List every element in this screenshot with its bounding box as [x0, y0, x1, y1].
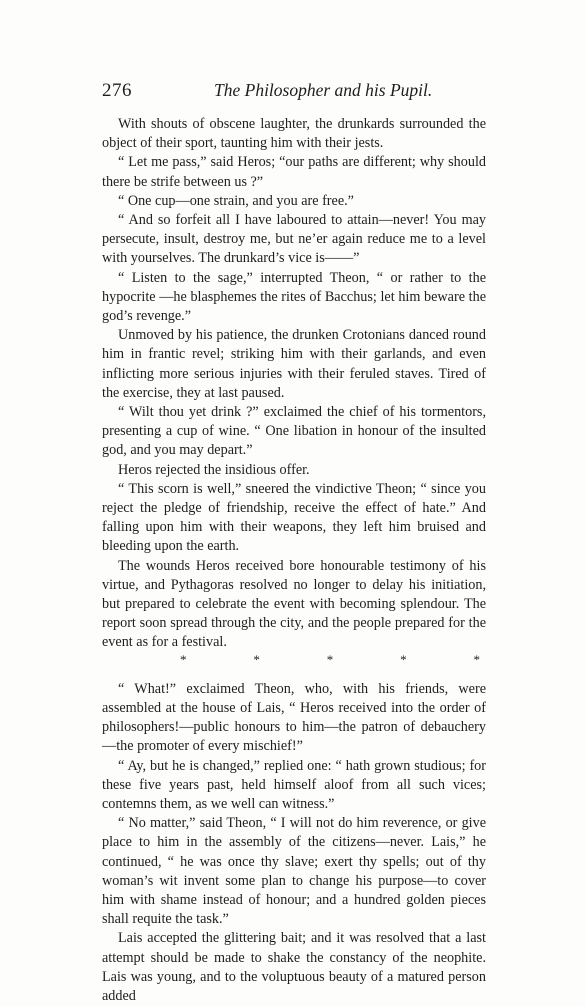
paragraph: “ Let me pass,” said Heros; “our paths are different; why should there be strife between us ?”	[102, 154, 486, 190]
section-separator	[102, 653, 486, 680]
paragraph: “ What!” exclaimed Theon, who, with his friends, were assembled at the house of Lais, “ Heros received into the order of philosophers!—public honours to him—the patron of debauchery—the promoter of every mischief!”	[102, 680, 486, 755]
page-header	[102, 80, 486, 104]
paragraph: Unmoved by his patience, the drunken Crotonians danced round him in frantic revel; striking him with their garlands, and even inflicting more serious injuries with their feruled staves. Tired of the exercise, they at last paused.	[102, 327, 486, 401]
paragraph: “ Listen to the sage,” interrupted Theon, “ or rather to the hypocrite —he blasphemes the rites of Bacchus; let him beware the god’s revenge.”	[102, 269, 486, 325]
separator-star: *	[253, 651, 260, 667]
paragraph: “ Wilt thou yet drink ?” exclaimed the chief of his tormentors, presenting a cup of wine. “ One libation in honour of the insulted god, and you may depart.”	[102, 404, 486, 459]
body-text	[102, 115, 486, 1006]
paragraph: Lais accepted the glittering bait; and it was resolved that a last attempt should be made to shake the constancy of the neophite. Lais was young, and to the voluptuous beauty of a matured person added	[102, 930, 486, 1004]
separator-star: *	[180, 651, 187, 667]
paragraph: “ This scorn is well,” sneered the vindictive Theon; “ since you reject the pledge of friendship, receive the effect of hate.” And falling upon him with their weapons, they left him bruised and bleeding upon the earth.	[102, 480, 486, 555]
paragraph: “ No matter,” said Theon, “ I will not do him reverence, or give place to him in the assembly of the citizens—never. Lais,” he continued, “ he was once thy slave; exert thy spells; out of thy woman’s wit invent some plan to change his purpose—to cover him with shame instead of honour; and a hundred golden pieces shall requite the task.”	[102, 815, 486, 928]
separator-star: *	[473, 651, 480, 667]
separator-star: *	[400, 651, 407, 667]
paragraph: Heros rejected the insidious offer.	[118, 461, 310, 478]
paragraph: The wounds Heros received bore honourable testimony of his virtue, and Pythagoras resolved no longer to delay his initiation, but prepared to celebrate the event with becoming splendour. The report soon spread through the city, and the people prepared for the event as for a festival.	[102, 557, 486, 651]
paragraph: With shouts of obscene laughter, the drunkards surrounded the object of their sport, taunting him with their jests.	[102, 116, 486, 152]
paragraph: “ And so forfeit all I have laboured to attain—never! You may persecute, insult, destroy me, but ne’er again reduce me to a level with yourselves. The drunkard’s vice is——”	[102, 212, 486, 267]
separator-star: *	[326, 651, 334, 667]
paragraph: “ One cup—one strain, and you are free.”	[118, 192, 354, 209]
paragraph: “ Ay, but he is changed,” replied one: “ hath grown studious; for these five years past, held himself aloof from all such vices; contemns them, as we well can witness.”	[102, 757, 486, 812]
page-number: 276	[102, 80, 132, 101]
running-title: The Philosopher and his Pupil.	[214, 80, 433, 100]
